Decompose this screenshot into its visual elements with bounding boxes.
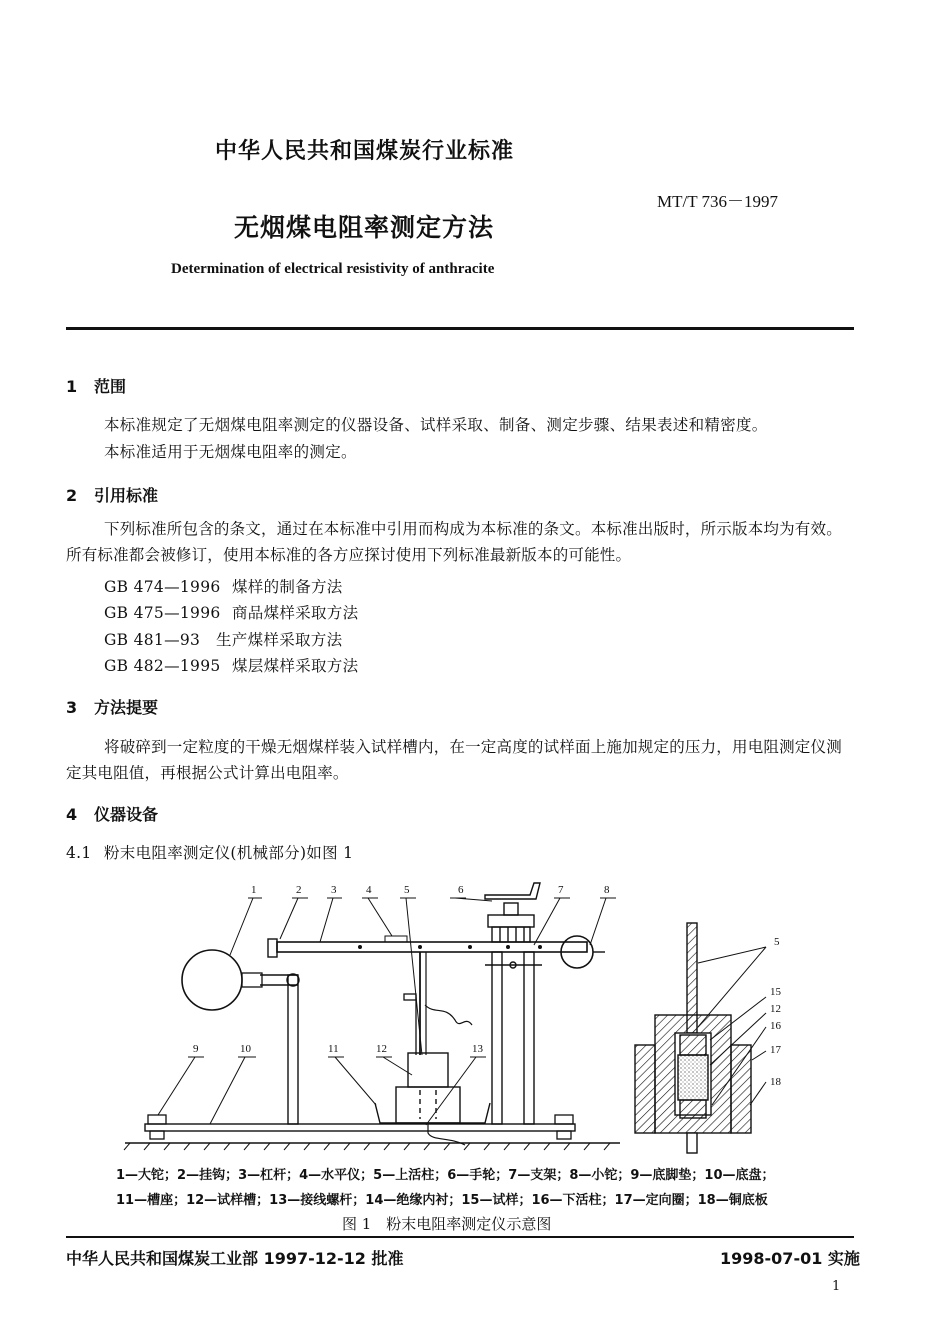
reference-code: GB 482—1995 bbox=[104, 657, 221, 675]
subsection-4-1 bbox=[66, 841, 353, 863]
base-plate bbox=[145, 1124, 575, 1131]
section-3-text: 将破碎到一定粒度的干燥无烟煤样装入试样槽内，在一定高度的试样面上施加规定的压力，用电阻测定仪测定其电阻值，再根据公式计算出电阻率。 bbox=[66, 738, 842, 782]
callout-label: 7 bbox=[558, 884, 564, 896]
approval-line: 中华人民共和国煤炭工业部 1997-12-12 批准 bbox=[66, 1249, 404, 1268]
section-title: 范围 bbox=[94, 377, 127, 396]
page-number: 1 bbox=[832, 1279, 841, 1294]
subsection-number: 4.1 bbox=[66, 844, 92, 862]
reference-code: GB 474—1996 bbox=[104, 578, 221, 596]
standard-number: MT/T 736－1997 bbox=[657, 192, 779, 211]
callout-label: 11 bbox=[328, 1043, 339, 1055]
reference-name: 商品煤样采取方法 bbox=[232, 604, 359, 622]
spirit-level bbox=[385, 936, 407, 942]
callout-label: 12 bbox=[376, 1043, 387, 1055]
ground-line bbox=[124, 1143, 620, 1150]
callout-label: 5 bbox=[404, 884, 410, 896]
callout-label: 13 bbox=[472, 1043, 483, 1055]
base-feet bbox=[148, 1115, 573, 1139]
callout-label: 15 bbox=[770, 986, 781, 998]
footer-divider bbox=[66, 1236, 854, 1238]
handwheel bbox=[485, 883, 540, 942]
callout-label: 10 bbox=[240, 1043, 251, 1055]
section-number: 1 bbox=[66, 377, 78, 396]
reference-item bbox=[104, 575, 343, 597]
section-number: 4 bbox=[66, 805, 78, 824]
large-weight bbox=[182, 950, 242, 1010]
callout-label: 3 bbox=[331, 884, 337, 896]
section-callout-numbers bbox=[770, 936, 782, 1088]
callout-label: 17 bbox=[770, 1044, 781, 1056]
section-4-heading bbox=[66, 802, 158, 825]
hook-post bbox=[260, 939, 299, 1124]
terminal-rod bbox=[404, 994, 416, 1055]
callout-label: 2 bbox=[296, 884, 302, 896]
effective-date: 1998-07-01 实施 bbox=[720, 1249, 860, 1268]
reference-item bbox=[104, 601, 358, 623]
section-number: 3 bbox=[66, 698, 78, 717]
figure-caption: 图 1 粉末电阻率测定仪示意图 bbox=[342, 1215, 552, 1233]
section-1-paragraph-1: 本标准规定了无烟煤电阻率测定的仪器设备、试样采取、制备、测定步骤、结果表述和精密度。 bbox=[104, 416, 768, 434]
figure-1-diagram bbox=[120, 875, 810, 1165]
section-title: 引用标准 bbox=[94, 486, 159, 505]
callout-label: 18 bbox=[770, 1076, 781, 1088]
section-1-heading bbox=[66, 374, 126, 397]
issuing-organization: 中华人民共和国煤炭行业标准 bbox=[215, 139, 515, 164]
reference-item bbox=[104, 628, 342, 650]
callout-label: 6 bbox=[458, 884, 464, 896]
lever-pins bbox=[358, 945, 542, 949]
callout-label: 16 bbox=[770, 1020, 781, 1032]
wire bbox=[425, 1005, 472, 1025]
reference-code: GB 481—93 bbox=[104, 631, 201, 649]
subsection-text: 粉末电阻率测定仪(机械部分)如图 1 bbox=[104, 844, 354, 862]
sample-cell bbox=[396, 1053, 460, 1123]
section-3-heading bbox=[66, 695, 158, 718]
section-1-paragraph-2: 本标准适用于无烟煤电阻率的测定。 bbox=[104, 443, 357, 461]
section-2-intro: 下列标准所包含的条文，通过在本标准中引用而构成为本标准的条文。本标准出版时，所示版本均为有效。所有标准都会被修订，使用本标准的各方应探讨使用下列标准最新版本的可能性。 bbox=[66, 520, 842, 564]
support-frame bbox=[485, 952, 542, 1124]
callout-label: 9 bbox=[193, 1043, 199, 1055]
figure-legend-line-2: 11—槽座；12—试样槽；13—接线螺杆；14—绝缘内衬；15—试样；16—下活柱；17—定向圈；18—铜底板 bbox=[116, 1193, 768, 1208]
callout-leaders bbox=[158, 898, 616, 1125]
cell-seat bbox=[375, 1103, 490, 1123]
callout-label: 1 bbox=[251, 884, 257, 896]
reference-name: 煤样的制备方法 bbox=[232, 578, 343, 596]
callout-label: 5 bbox=[774, 936, 780, 948]
weight-clamp bbox=[242, 973, 262, 987]
section-title: 方法提要 bbox=[94, 698, 159, 717]
callout-label: 12 bbox=[770, 1003, 781, 1015]
figure-legend-line-1: 1—大铊；2—挂钩；3—杠杆；4—水平仪；5—上活柱；6—手轮；7—支架；8—小铊；9—底脚垫；10—底盘； bbox=[116, 1168, 775, 1183]
callout-label: 8 bbox=[604, 884, 610, 896]
document-title-en: Determination of electrical resistivity of anthracite bbox=[171, 261, 495, 277]
cell-cross-section bbox=[635, 923, 751, 1153]
header-divider bbox=[66, 327, 854, 330]
reference-name: 煤层煤样采取方法 bbox=[232, 657, 359, 675]
document-title-cn: 无烟煤电阻率测定方法 bbox=[234, 213, 495, 242]
reference-item bbox=[104, 654, 358, 676]
reference-code: GB 475—1996 bbox=[104, 604, 221, 622]
callout-label: 4 bbox=[366, 884, 372, 896]
section-number: 2 bbox=[66, 486, 78, 505]
callout-numbers bbox=[193, 884, 610, 1055]
section-title: 仪器设备 bbox=[94, 805, 159, 824]
section-2-heading bbox=[66, 483, 158, 506]
reference-name: 生产煤样采取方法 bbox=[216, 631, 343, 649]
